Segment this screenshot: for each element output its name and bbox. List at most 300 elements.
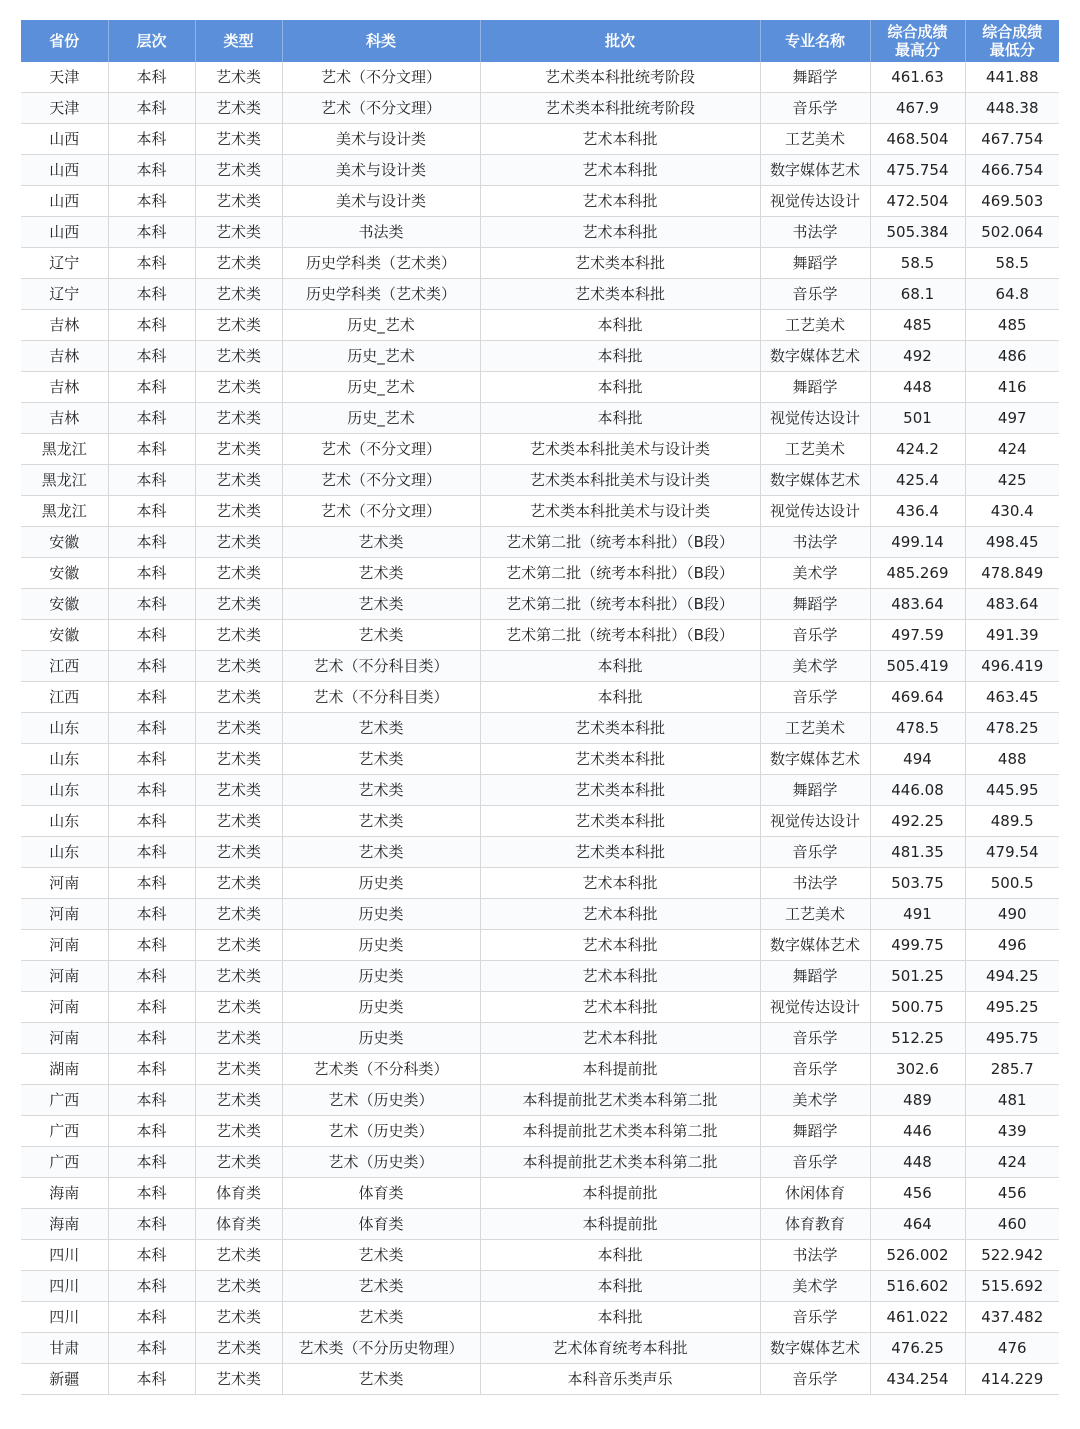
cell-min-score: 469.503: [965, 186, 1059, 217]
cell-max-score: 469.64: [870, 682, 965, 713]
cell-batch: 本科批: [480, 1302, 760, 1333]
cell-type: 艺术类: [195, 589, 282, 620]
cell-batch: 艺术本科批: [480, 124, 760, 155]
cell-subject-category: 历史类: [282, 930, 480, 961]
cell-province: 辽宁: [21, 279, 108, 310]
cell-max-score: 467.9: [870, 93, 965, 124]
cell-province: 吉林: [21, 403, 108, 434]
cell-level: 本科: [108, 465, 195, 496]
cell-major-name: 视觉传达设计: [760, 186, 870, 217]
cell-level: 本科: [108, 899, 195, 930]
cell-max-score: 456: [870, 1178, 965, 1209]
cell-min-score: 425: [965, 465, 1059, 496]
cell-level: 本科: [108, 992, 195, 1023]
cell-max-score: 446.08: [870, 775, 965, 806]
cell-max-score: 434.254: [870, 1364, 965, 1395]
header-max-score-line2: 最高分: [894, 41, 940, 59]
cell-batch: 本科提前批艺术类本科第二批: [480, 1116, 760, 1147]
header-major-name: 专业名称: [760, 20, 870, 62]
table-row: [21, 62, 1059, 93]
table-row: [21, 713, 1059, 744]
cell-max-score: 503.75: [870, 868, 965, 899]
cell-batch: 艺术第二批（统考本科批）（B段）: [480, 527, 760, 558]
cell-max-score: 483.64: [870, 589, 965, 620]
cell-batch: 艺术本科批: [480, 868, 760, 899]
cell-subject-category: 艺术类: [282, 558, 480, 589]
cell-min-score: 439: [965, 1116, 1059, 1147]
cell-subject-category: 艺术类: [282, 775, 480, 806]
cell-batch: 本科批: [480, 372, 760, 403]
cell-batch: 艺术类本科批统考阶段: [480, 93, 760, 124]
cell-min-score: 483.64: [965, 589, 1059, 620]
cell-major-name: 数字媒体艺术: [760, 744, 870, 775]
cell-major-name: 工艺美术: [760, 124, 870, 155]
cell-subject-category: 艺术类: [282, 837, 480, 868]
cell-subject-category: 艺术（不分文理）: [282, 62, 480, 93]
cell-province: 江西: [21, 651, 108, 682]
cell-min-score: 424: [965, 1147, 1059, 1178]
cell-subject-category: 历史类: [282, 961, 480, 992]
cell-max-score: 448: [870, 372, 965, 403]
cell-major-name: 舞蹈学: [760, 62, 870, 93]
cell-max-score: 505.384: [870, 217, 965, 248]
cell-batch: 本科提前批艺术类本科第二批: [480, 1147, 760, 1178]
table-row: [21, 155, 1059, 186]
cell-major-name: 工艺美术: [760, 310, 870, 341]
cell-max-score: 485.269: [870, 558, 965, 589]
cell-level: 本科: [108, 1209, 195, 1240]
table-row: [21, 1364, 1059, 1395]
cell-major-name: 音乐学: [760, 1147, 870, 1178]
cell-min-score: 481: [965, 1085, 1059, 1116]
cell-major-name: 数字媒体艺术: [760, 465, 870, 496]
cell-province: 河南: [21, 930, 108, 961]
cell-major-name: 音乐学: [760, 1023, 870, 1054]
cell-province: 湖南: [21, 1054, 108, 1085]
cell-major-name: 美术学: [760, 558, 870, 589]
cell-province: 河南: [21, 868, 108, 899]
cell-level: 本科: [108, 1054, 195, 1085]
cell-min-score: 489.5: [965, 806, 1059, 837]
table-row: [21, 527, 1059, 558]
cell-min-score: 495.75: [965, 1023, 1059, 1054]
cell-major-name: 书法学: [760, 527, 870, 558]
cell-level: 本科: [108, 651, 195, 682]
cell-max-score: 448: [870, 1147, 965, 1178]
table-row: [21, 589, 1059, 620]
cell-major-name: 美术学: [760, 1271, 870, 1302]
cell-min-score: 285.7: [965, 1054, 1059, 1085]
table-row: [21, 434, 1059, 465]
table-row: [21, 1116, 1059, 1147]
cell-level: 本科: [108, 930, 195, 961]
cell-level: 本科: [108, 837, 195, 868]
cell-major-name: 音乐学: [760, 620, 870, 651]
cell-province: 黑龙江: [21, 434, 108, 465]
cell-type: 艺术类: [195, 1364, 282, 1395]
table-row: [21, 186, 1059, 217]
cell-level: 本科: [108, 682, 195, 713]
cell-min-score: 488: [965, 744, 1059, 775]
cell-batch: 本科批: [480, 1240, 760, 1271]
cell-max-score: 499.75: [870, 930, 965, 961]
header-type: 类型: [195, 20, 282, 62]
cell-province: 广西: [21, 1116, 108, 1147]
table-row: [21, 1054, 1059, 1085]
cell-type: 艺术类: [195, 806, 282, 837]
cell-subject-category: 历史学科类（艺术类）: [282, 248, 480, 279]
cell-province: 黑龙江: [21, 496, 108, 527]
cell-major-name: 数字媒体艺术: [760, 341, 870, 372]
cell-batch: 艺术本科批: [480, 899, 760, 930]
table-row: [21, 124, 1059, 155]
cell-type: 艺术类: [195, 310, 282, 341]
cell-type: 艺术类: [195, 465, 282, 496]
cell-subject-category: 历史学科类（艺术类）: [282, 279, 480, 310]
cell-type: 艺术类: [195, 372, 282, 403]
table-row: [21, 1147, 1059, 1178]
table-row: [21, 806, 1059, 837]
cell-major-name: 舞蹈学: [760, 961, 870, 992]
cell-type: 艺术类: [195, 93, 282, 124]
cell-batch: 艺术本科批: [480, 930, 760, 961]
table-row: [21, 992, 1059, 1023]
cell-max-score: 492: [870, 341, 965, 372]
cell-province: 安徽: [21, 558, 108, 589]
cell-subject-category: 艺术类（不分科类）: [282, 1054, 480, 1085]
cell-subject-category: 美术与设计类: [282, 124, 480, 155]
table-row: [21, 1209, 1059, 1240]
cell-subject-category: 艺术类: [282, 527, 480, 558]
table-row: [21, 217, 1059, 248]
cell-province: 海南: [21, 1209, 108, 1240]
cell-max-score: 476.25: [870, 1333, 965, 1364]
cell-type: 艺术类: [195, 1085, 282, 1116]
cell-subject-category: 艺术类: [282, 806, 480, 837]
cell-province: 河南: [21, 992, 108, 1023]
cell-max-score: 468.504: [870, 124, 965, 155]
cell-level: 本科: [108, 1271, 195, 1302]
cell-province: 安徽: [21, 527, 108, 558]
cell-major-name: 音乐学: [760, 1302, 870, 1333]
cell-batch: 艺术类本科批美术与设计类: [480, 496, 760, 527]
table-row: [21, 496, 1059, 527]
cell-max-score: 501: [870, 403, 965, 434]
cell-level: 本科: [108, 1116, 195, 1147]
cell-type: 艺术类: [195, 186, 282, 217]
cell-level: 本科: [108, 310, 195, 341]
cell-type: 艺术类: [195, 1240, 282, 1271]
cell-min-score: 496: [965, 930, 1059, 961]
cell-max-score: 501.25: [870, 961, 965, 992]
cell-max-score: 436.4: [870, 496, 965, 527]
cell-type: 艺术类: [195, 1023, 282, 1054]
cell-type: 艺术类: [195, 868, 282, 899]
cell-batch: 艺术类本科批: [480, 775, 760, 806]
cell-min-score: 64.8: [965, 279, 1059, 310]
cell-type: 艺术类: [195, 124, 282, 155]
cell-level: 本科: [108, 93, 195, 124]
cell-type: 艺术类: [195, 744, 282, 775]
cell-level: 本科: [108, 496, 195, 527]
cell-type: 体育类: [195, 1178, 282, 1209]
cell-major-name: 音乐学: [760, 682, 870, 713]
cell-max-score: 505.419: [870, 651, 965, 682]
cell-subject-category: 艺术类: [282, 1302, 480, 1333]
cell-province: 天津: [21, 62, 108, 93]
cell-major-name: 书法学: [760, 868, 870, 899]
cell-subject-category: 艺术（不分文理）: [282, 434, 480, 465]
cell-type: 艺术类: [195, 248, 282, 279]
cell-province: 四川: [21, 1302, 108, 1333]
cell-type: 艺术类: [195, 620, 282, 651]
cell-batch: 艺术本科批: [480, 992, 760, 1023]
cell-major-name: 舞蹈学: [760, 775, 870, 806]
header-subject-category: 科类: [282, 20, 480, 62]
cell-subject-category: 历史类: [282, 899, 480, 930]
cell-batch: 本科批: [480, 341, 760, 372]
cell-subject-category: 体育类: [282, 1209, 480, 1240]
cell-subject-category: 艺术类: [282, 1240, 480, 1271]
cell-subject-category: 历史_艺术: [282, 310, 480, 341]
cell-max-score: 446: [870, 1116, 965, 1147]
cell-major-name: 数字媒体艺术: [760, 1333, 870, 1364]
cell-max-score: 485: [870, 310, 965, 341]
cell-level: 本科: [108, 1085, 195, 1116]
table-row: [21, 310, 1059, 341]
cell-province: 山西: [21, 186, 108, 217]
cell-major-name: 视觉传达设计: [760, 496, 870, 527]
cell-min-score: 496.419: [965, 651, 1059, 682]
cell-subject-category: 艺术类: [282, 1271, 480, 1302]
table-row: [21, 93, 1059, 124]
cell-level: 本科: [108, 744, 195, 775]
cell-min-score: 491.39: [965, 620, 1059, 651]
cell-level: 本科: [108, 961, 195, 992]
cell-subject-category: 体育类: [282, 1178, 480, 1209]
cell-min-score: 58.5: [965, 248, 1059, 279]
cell-major-name: 美术学: [760, 651, 870, 682]
table-header: [21, 20, 1059, 62]
table-row: [21, 558, 1059, 589]
cell-max-score: 500.75: [870, 992, 965, 1023]
cell-type: 艺术类: [195, 1116, 282, 1147]
cell-province: 山东: [21, 713, 108, 744]
cell-province: 江西: [21, 682, 108, 713]
cell-subject-category: 美术与设计类: [282, 186, 480, 217]
cell-max-score: 461.022: [870, 1302, 965, 1333]
cell-level: 本科: [108, 217, 195, 248]
cell-type: 体育类: [195, 1209, 282, 1240]
cell-min-score: 445.95: [965, 775, 1059, 806]
table-row: [21, 403, 1059, 434]
cell-level: 本科: [108, 434, 195, 465]
cell-major-name: 舞蹈学: [760, 372, 870, 403]
cell-major-name: 工艺美术: [760, 434, 870, 465]
cell-level: 本科: [108, 62, 195, 93]
cell-subject-category: 艺术（不分科目类）: [282, 682, 480, 713]
table-row: [21, 1333, 1059, 1364]
cell-province: 安徽: [21, 620, 108, 651]
cell-type: 艺术类: [195, 775, 282, 806]
cell-max-score: 58.5: [870, 248, 965, 279]
cell-type: 艺术类: [195, 899, 282, 930]
cell-level: 本科: [108, 186, 195, 217]
cell-province: 山西: [21, 217, 108, 248]
cell-min-score: 502.064: [965, 217, 1059, 248]
cell-province: 吉林: [21, 310, 108, 341]
cell-subject-category: 艺术（不分文理）: [282, 496, 480, 527]
header-row: [21, 20, 1059, 62]
cell-major-name: 音乐学: [760, 1054, 870, 1085]
cell-province: 黑龙江: [21, 465, 108, 496]
cell-subject-category: 艺术类: [282, 589, 480, 620]
cell-batch: 艺术本科批: [480, 155, 760, 186]
cell-batch: 艺术类本科批: [480, 744, 760, 775]
table-row: [21, 1240, 1059, 1271]
cell-min-score: 460: [965, 1209, 1059, 1240]
cell-province: 河南: [21, 1023, 108, 1054]
cell-major-name: 美术学: [760, 1085, 870, 1116]
cell-subject-category: 历史类: [282, 868, 480, 899]
cell-major-name: 音乐学: [760, 1364, 870, 1395]
cell-min-score: 478.25: [965, 713, 1059, 744]
admission-score-table: [21, 20, 1059, 1395]
table-row: [21, 1023, 1059, 1054]
cell-level: 本科: [108, 775, 195, 806]
cell-max-score: 512.25: [870, 1023, 965, 1054]
cell-level: 本科: [108, 1333, 195, 1364]
cell-level: 本科: [108, 620, 195, 651]
cell-min-score: 448.38: [965, 93, 1059, 124]
header-max-score-line1: 综合成绩: [887, 23, 948, 41]
cell-subject-category: 历史类: [282, 1023, 480, 1054]
cell-batch: 艺术类本科批: [480, 806, 760, 837]
cell-max-score: 499.14: [870, 527, 965, 558]
cell-max-score: 494: [870, 744, 965, 775]
cell-province: 山东: [21, 744, 108, 775]
cell-batch: 本科批: [480, 403, 760, 434]
cell-major-name: 舞蹈学: [760, 1116, 870, 1147]
cell-province: 新疆: [21, 1364, 108, 1395]
cell-major-name: 音乐学: [760, 279, 870, 310]
cell-province: 四川: [21, 1271, 108, 1302]
cell-province: 山东: [21, 837, 108, 868]
cell-type: 艺术类: [195, 279, 282, 310]
cell-level: 本科: [108, 527, 195, 558]
cell-type: 艺术类: [195, 713, 282, 744]
cell-type: 艺术类: [195, 1147, 282, 1178]
cell-level: 本科: [108, 124, 195, 155]
cell-subject-category: 艺术类: [282, 1364, 480, 1395]
cell-type: 艺术类: [195, 527, 282, 558]
cell-max-score: 492.25: [870, 806, 965, 837]
cell-subject-category: 艺术（不分科目类）: [282, 651, 480, 682]
cell-major-name: 舞蹈学: [760, 589, 870, 620]
table-row: [21, 620, 1059, 651]
cell-min-score: 498.45: [965, 527, 1059, 558]
cell-batch: 本科提前批艺术类本科第二批: [480, 1085, 760, 1116]
cell-batch: 本科提前批: [480, 1209, 760, 1240]
cell-subject-category: 历史类: [282, 992, 480, 1023]
table-row: [21, 341, 1059, 372]
cell-type: 艺术类: [195, 341, 282, 372]
cell-level: 本科: [108, 372, 195, 403]
cell-major-name: 数字媒体艺术: [760, 930, 870, 961]
cell-min-score: 466.754: [965, 155, 1059, 186]
header-min-score-line2: 最低分: [989, 41, 1035, 59]
cell-major-name: 体育教育: [760, 1209, 870, 1240]
cell-min-score: 486: [965, 341, 1059, 372]
cell-batch: 艺术类本科批: [480, 279, 760, 310]
cell-type: 艺术类: [195, 1054, 282, 1085]
cell-batch: 艺术类本科批美术与设计类: [480, 434, 760, 465]
cell-min-score: 522.942: [965, 1240, 1059, 1271]
cell-min-score: 500.5: [965, 868, 1059, 899]
cell-max-score: 516.602: [870, 1271, 965, 1302]
cell-province: 辽宁: [21, 248, 108, 279]
cell-batch: 本科批: [480, 1271, 760, 1302]
cell-province: 山西: [21, 124, 108, 155]
cell-batch: 本科批: [480, 651, 760, 682]
cell-level: 本科: [108, 868, 195, 899]
cell-major-name: 音乐学: [760, 93, 870, 124]
cell-province: 山东: [21, 806, 108, 837]
cell-province: 河南: [21, 961, 108, 992]
cell-batch: 艺术第二批（统考本科批）（B段）: [480, 589, 760, 620]
cell-level: 本科: [108, 1302, 195, 1333]
cell-province: 吉林: [21, 372, 108, 403]
cell-subject-category: 历史_艺术: [282, 403, 480, 434]
cell-min-score: 495.25: [965, 992, 1059, 1023]
cell-level: 本科: [108, 403, 195, 434]
cell-level: 本科: [108, 248, 195, 279]
table-row: [21, 775, 1059, 806]
cell-type: 艺术类: [195, 1271, 282, 1302]
cell-province: 山西: [21, 155, 108, 186]
cell-min-score: 515.692: [965, 1271, 1059, 1302]
cell-level: 本科: [108, 1023, 195, 1054]
table-row: [21, 837, 1059, 868]
table-row: [21, 248, 1059, 279]
cell-province: 天津: [21, 93, 108, 124]
cell-max-score: 302.6: [870, 1054, 965, 1085]
cell-batch: 艺术类本科批统考阶段: [480, 62, 760, 93]
cell-type: 艺术类: [195, 682, 282, 713]
cell-max-score: 68.1: [870, 279, 965, 310]
cell-level: 本科: [108, 1364, 195, 1395]
cell-type: 艺术类: [195, 837, 282, 868]
cell-type: 艺术类: [195, 403, 282, 434]
header-max-score: [870, 20, 965, 62]
cell-major-name: 数字媒体艺术: [760, 155, 870, 186]
cell-batch: 艺术本科批: [480, 1023, 760, 1054]
cell-type: 艺术类: [195, 651, 282, 682]
cell-level: 本科: [108, 713, 195, 744]
cell-level: 本科: [108, 806, 195, 837]
cell-type: 艺术类: [195, 217, 282, 248]
cell-type: 艺术类: [195, 155, 282, 186]
cell-min-score: 414.229: [965, 1364, 1059, 1395]
cell-min-score: 476: [965, 1333, 1059, 1364]
cell-min-score: 441.88: [965, 62, 1059, 93]
cell-subject-category: 美术与设计类: [282, 155, 480, 186]
cell-max-score: 497.59: [870, 620, 965, 651]
cell-min-score: 456: [965, 1178, 1059, 1209]
cell-min-score: 490: [965, 899, 1059, 930]
table-row: [21, 1271, 1059, 1302]
cell-min-score: 416: [965, 372, 1059, 403]
